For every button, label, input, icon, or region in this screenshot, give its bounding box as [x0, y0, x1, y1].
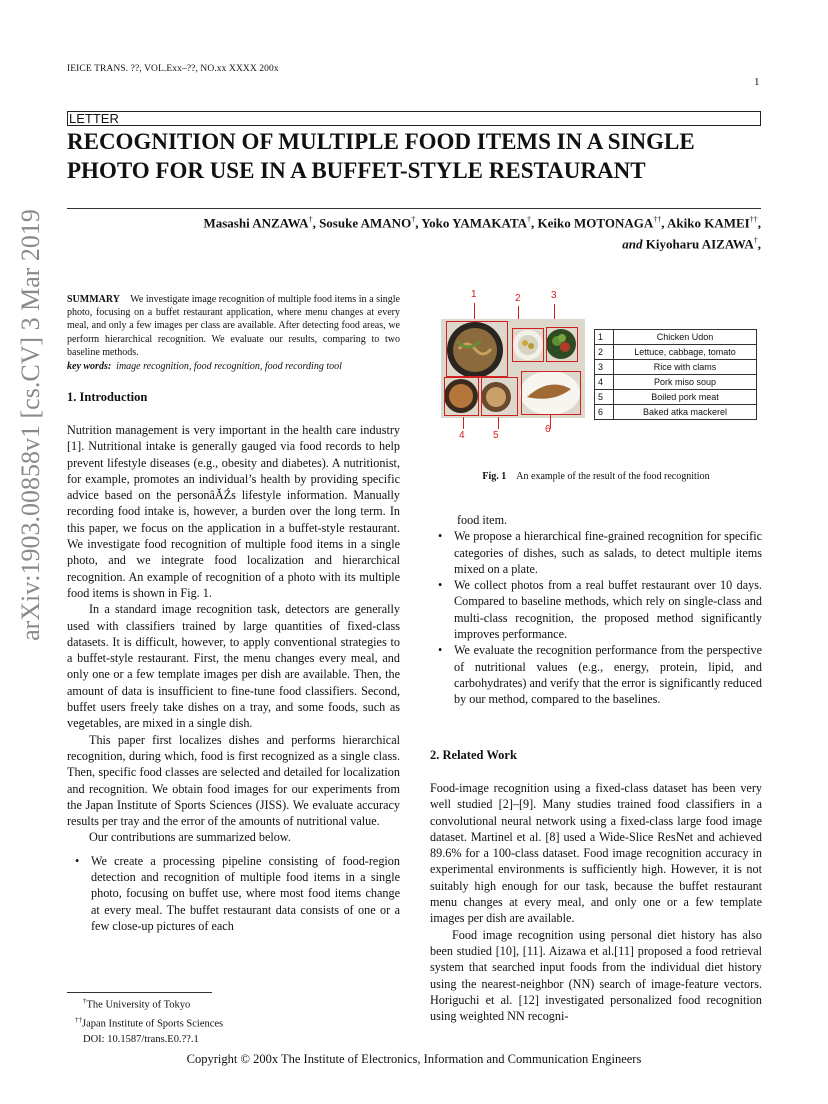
affiliation-mark: †	[527, 215, 532, 224]
and-word: and	[622, 236, 643, 252]
related-body	[430, 780, 762, 1024]
keywords-text: image recognition, food recognition, food recording tool	[116, 361, 342, 372]
footnote	[75, 1013, 223, 1032]
table-row	[595, 345, 757, 360]
footnote-text: The University of Tokyo	[86, 999, 191, 1011]
keywords	[67, 360, 400, 373]
list-item-continued: food item.	[457, 513, 508, 527]
letter-box	[67, 111, 761, 126]
author-name: Keiko MOTONAGA	[537, 215, 654, 231]
author-name: Masashi ANZAWA	[203, 215, 309, 231]
table-cell: Boiled pork meat	[614, 390, 757, 405]
section-heading-intro: 1. Introduction	[67, 390, 148, 404]
table-cell: Chicken Udon	[614, 330, 757, 345]
list-item: • We create a processing pipeline consisting of food-region detection and recognition of multiple food items in a single photo, focusing on buffet use, where most food items change at every meal. The buffet restaurant data consists of one or a few close-up pictures of each	[67, 853, 400, 934]
contribution-list	[430, 528, 762, 707]
table-cell: Lettuce, cabbage, tomato	[614, 345, 757, 360]
affiliation-mark: ††	[653, 215, 662, 224]
table-cell: Pork miso soup	[614, 375, 757, 390]
figure-caption	[430, 471, 762, 482]
region-label: 5	[493, 430, 499, 441]
food-tray-photo	[441, 319, 585, 418]
paragraph: Food-image recognition using a fixed-class dataset has been very well studied [2]–[9]. Many studies trained food classifiers in a convolutional neural network using a fixed-class large food image dataset. Martinel et al. [8] used a Wide-Slice ResNet and achieved 89.6% for a 100-class dataset. Food image recognition accuracy in experimental environments is sufficiently high. However, it is not suitably high enough for our task, because the buffet restaurant menu changes at every meal, and only one or a few template images per dish are available.	[430, 781, 762, 926]
table-cell: Rice with clams	[614, 360, 757, 375]
table-cell: 6	[595, 405, 614, 420]
paragraph: Our contributions are summarized below.	[89, 830, 291, 845]
leader-line	[463, 417, 464, 429]
table-row	[595, 360, 757, 375]
doi: DOI: 10.1587/trans.E0.??.1	[83, 1034, 199, 1045]
table-row	[595, 390, 757, 405]
detection-box	[446, 321, 508, 377]
footnote-text: Japan Institute of Sports Sciences	[82, 1018, 224, 1030]
paper-title: RECOGNITION OF MULTIPLE FOOD ITEMS IN A SINGLE PHOTO FOR USE IN A BUFFET-STYLE RESTAURANT	[67, 129, 695, 183]
copyright-footer: Copyright © 200x The Institute of Electronics, Information and Communication Engineers	[186, 1052, 642, 1066]
page-number: 1	[754, 76, 760, 88]
footnote-mark: †	[83, 997, 87, 1005]
footnote-mark: ††	[75, 1016, 82, 1024]
footnotes	[75, 994, 224, 1048]
contributions-continued	[430, 512, 762, 708]
figure-caption-text: An example of the result of the food recognition	[516, 471, 710, 482]
detection-box	[512, 328, 544, 362]
author-name: Kiyoharu AIZAWA	[645, 236, 754, 252]
affiliation-mark: ††	[749, 215, 758, 224]
footnote-rule	[67, 992, 212, 993]
detection-box	[521, 371, 581, 415]
letter-label: LETTER	[69, 111, 119, 126]
detection-box	[444, 377, 479, 416]
detection-box	[481, 377, 518, 416]
arxiv-stamp: arXiv:1903.00858v1 [cs.CV] 3 Mar 2019	[16, 209, 45, 641]
region-label: 4	[459, 430, 465, 441]
affiliation-mark: †	[411, 215, 416, 224]
region-label: 2	[515, 293, 521, 304]
author-list: Masashi ANZAWA†, Sosuke AMANO†, Yoko YAMAKATA†, Keiko MOTONAGA††, Akiko KAMEI††, and Kiyoharu AIZAWA†,	[203, 215, 761, 252]
list-item: • We collect photos from a real buffet restaurant over 10 days. Compared to baseline methods, which rely on single-class and multi-class recognition, the proposed method significantly improves performance.	[430, 577, 762, 642]
figure-caption-label: Fig. 1	[482, 471, 507, 482]
keywords-label: key words:	[67, 361, 112, 372]
summary-text: We investigate image recognition of multiple food items in a single photo, focusing on a buffet restaurant application, where menu changes at every meal, and only a few images per class are available. After detecting food areas, we perform hierarchical recognition. We evaluate our results, comparing to two baseline methods.	[67, 294, 400, 358]
leader-line	[498, 417, 499, 429]
author-name: Sosuke AMANO	[319, 215, 412, 231]
footnote	[83, 994, 223, 1013]
table-row	[595, 405, 757, 420]
title-rule	[67, 208, 761, 209]
table-cell: 4	[595, 375, 614, 390]
region-label: 6	[545, 424, 551, 435]
summary-label: SUMMARY	[67, 294, 120, 305]
paragraph: This paper first localizes dishes and performs hierarchical recognition, during which, food is first recognized as a single class. Then, specific food classes are selected and detailed for localization and recognition. We obtain food images for our experiments from the Japan Institute of Sports Sciences (JISS). We evaluate accuracy results per tray and the error of the amounts of nutritional value.	[67, 732, 400, 829]
contribution-list	[67, 853, 400, 934]
author-name: Yoko YAMAKATA	[421, 215, 528, 231]
paragraph: In a standard image recognition task, detectors are generally used with classifiers trained by large quantities of fixed-class datasets. It is difficult, however, to apply conventional strategies to a buffet-style restaurant. First, the menu changes every meal, and only one or a few template images per dish are available. Then, the amount of data is insufficient to fine-tune food classifiers. Second, buffet users freely take dishes on a tray, and some foods, such as vegetables, are mixed in a single dish.	[67, 602, 400, 731]
table-cell: 2	[595, 345, 614, 360]
table-cell: 3	[595, 360, 614, 375]
table-cell: Baked atka mackerel	[614, 405, 757, 420]
list-item: • We propose a hierarchical fine-grained recognition for specific categories of dishes, such as salads, to detect multiple items mixed on a plate.	[430, 528, 762, 577]
table-cell: 1	[595, 330, 614, 345]
figure-1	[441, 288, 765, 454]
paragraph: Nutrition management is very important in the health care industry [1]. Nutritional intake is generally gauged via food records to help prevent lifestyle diseases (e.g., obesity and diabetes). A nutritionist, for example, promotes an individual’s health by providing specific advice based on the personâĂŹs lifestyle information. Manually recording food intake is, however, a burden over the long term. In this paper, we focus on the application in a buffet-style restaurant. We investigate food recognition of multiple food items in a single photo, and we integrate food localization and hierarchical recognition. An example of recognition of a photo with its multiple food items is shown in Fig. 1.	[67, 423, 400, 600]
detection-box	[546, 327, 578, 362]
paragraph: Food image recognition using personal diet history has also been studied [10], [11]. Aizawa et al.[11] proposed a food retrieval system that searched input foods from the individual diet history using the nearest-neighbor (NN) search of image-feature vectors. Horiguchi et al. [12] investigated personalized food recognition using weighted NN recogni-	[430, 927, 762, 1024]
table-row	[595, 330, 757, 345]
affiliation-mark: †	[753, 236, 758, 246]
intro-body	[67, 422, 400, 934]
summary	[67, 293, 400, 359]
table-cell: 5	[595, 390, 614, 405]
list-item: • We evaluate the recognition performance from the perspective of nutritional values (e.g., energy, protein, lipid, and carbohydrates) and verify that the error is significantly reduced by our method, compared to the baselines.	[430, 642, 762, 707]
recognition-table	[594, 329, 757, 420]
section-heading-related: 2. Related Work	[430, 748, 517, 762]
table-row	[595, 375, 757, 390]
affiliation-mark: †	[308, 215, 313, 224]
journal-header: IEICE TRANS. ??, VOL.Exx–??, NO.xx XXXX 200x	[67, 64, 279, 74]
region-label: 1	[471, 289, 477, 300]
region-label: 3	[551, 290, 557, 301]
author-name: Akiko KAMEI	[667, 215, 750, 231]
